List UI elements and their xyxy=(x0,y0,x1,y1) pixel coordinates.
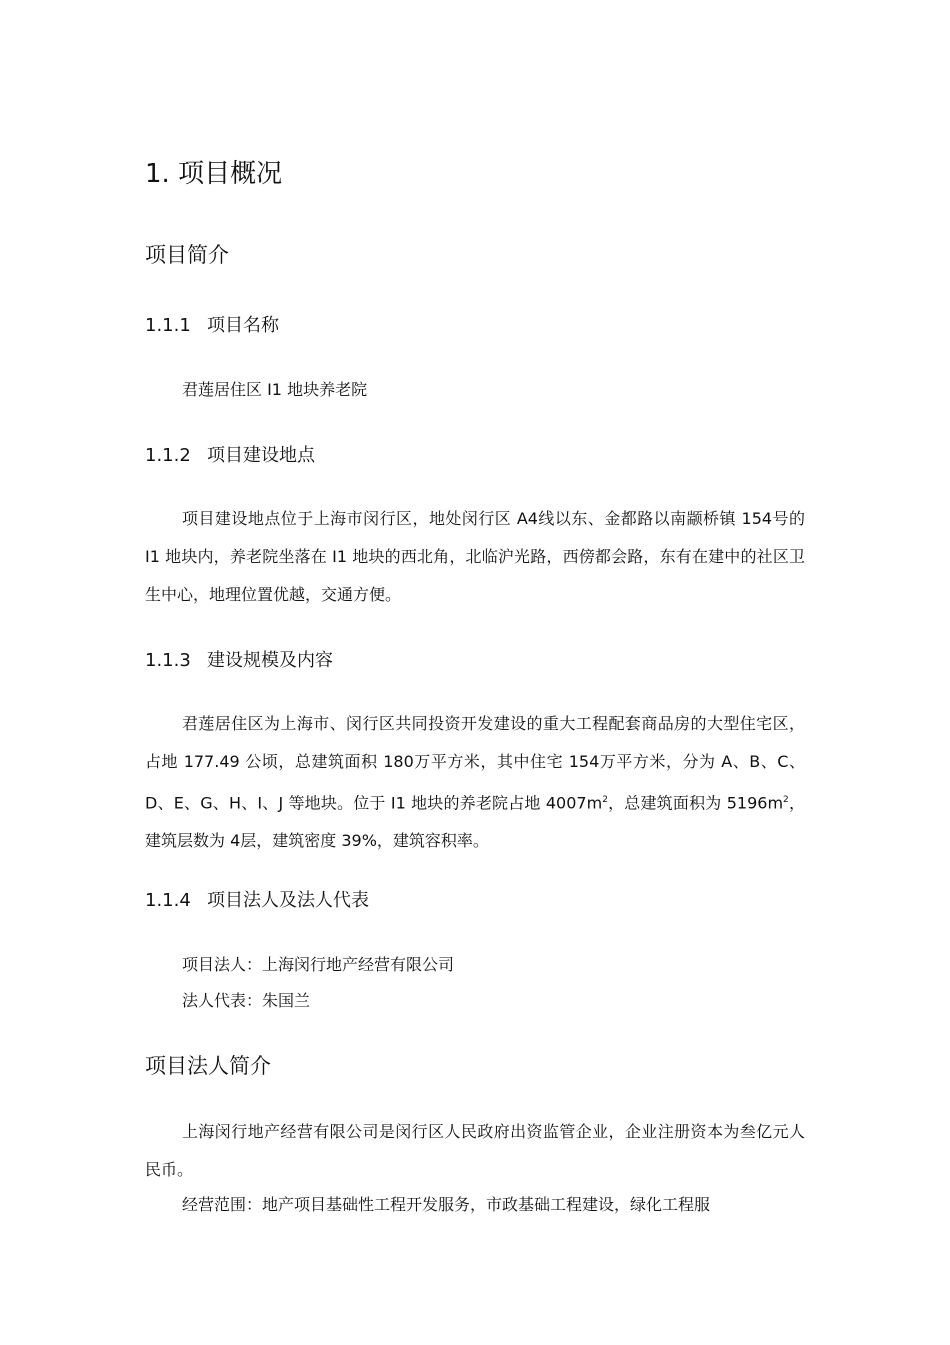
subsection-heading-project-name xyxy=(145,313,805,339)
location-paragraph: 项目建设地点位于上海市闵行区，地处闵行区 A4线以东、金都路以南颛桥镇 154号的 I1 地块内，养老院坐落在 I1 地块的西北角，北临沪光路，西傍都会路，东有在建中的社区卫生中心，地理位置优越，交通方便。 xyxy=(145,509,805,604)
legal-person-line: 项目法人：上海闵行地产经营有限公司 xyxy=(182,955,455,974)
subsection-title: 项目法人及法人代表 xyxy=(207,890,369,911)
scale-text-part: 君莲居住区为上海市、闵行区共同投资开发建设的重大工程配套商品房的大型住宅区，占地 177.49 公顷，总建筑面积 180万平方米，其中住宅 154万平方米，分为 A、B、C、D、E、G、H、I、J 等地块。位于 I1 地块的养老院占地 4007m xyxy=(145,714,805,813)
superscript-2: 2 xyxy=(783,795,789,805)
subsection-title: 项目名称 xyxy=(207,315,279,336)
scale-paragraph xyxy=(145,705,805,860)
chapter-heading: 1. 项目概况 xyxy=(145,159,283,189)
section-heading-legal-person-intro: 项目法人简介 xyxy=(145,1054,271,1078)
project-name-text: 君莲居住区 I1 地块养老院 xyxy=(182,380,368,399)
subsection-title: 项目建设地点 xyxy=(207,445,315,466)
subsection-number: 1.1.4 xyxy=(145,890,191,911)
scale-text-part: ，建筑层数为 4层，建筑密度 39%，建筑容积率。 xyxy=(145,793,805,851)
subsection-number: 1.1.1 xyxy=(145,315,191,336)
legal-rep-line: 法人代表：朱国兰 xyxy=(182,991,311,1010)
subsection-number: 1.1.2 xyxy=(145,445,191,466)
scale-text-part: ，总建筑面积为 5196m xyxy=(607,793,784,813)
subsection-heading-legal-person xyxy=(145,888,805,914)
section-heading-project-intro: 项目简介 xyxy=(145,243,229,267)
subsection-number: 1.1.3 xyxy=(145,650,191,671)
business-scope-line: 经营范围：地产项目基础性工程开发服务，市政基础工程建设，绿化工程服 xyxy=(182,1195,711,1214)
subsection-heading-scale xyxy=(145,648,805,674)
superscript-2: 2 xyxy=(602,795,608,805)
subsection-heading-location xyxy=(145,443,805,469)
subsection-title: 建设规模及内容 xyxy=(207,650,333,671)
corp-paragraph: 上海闵行地产经营有限公司是闵行区人民政府出资监管企业，企业注册资本为叁亿元人民币。 xyxy=(145,1122,805,1179)
